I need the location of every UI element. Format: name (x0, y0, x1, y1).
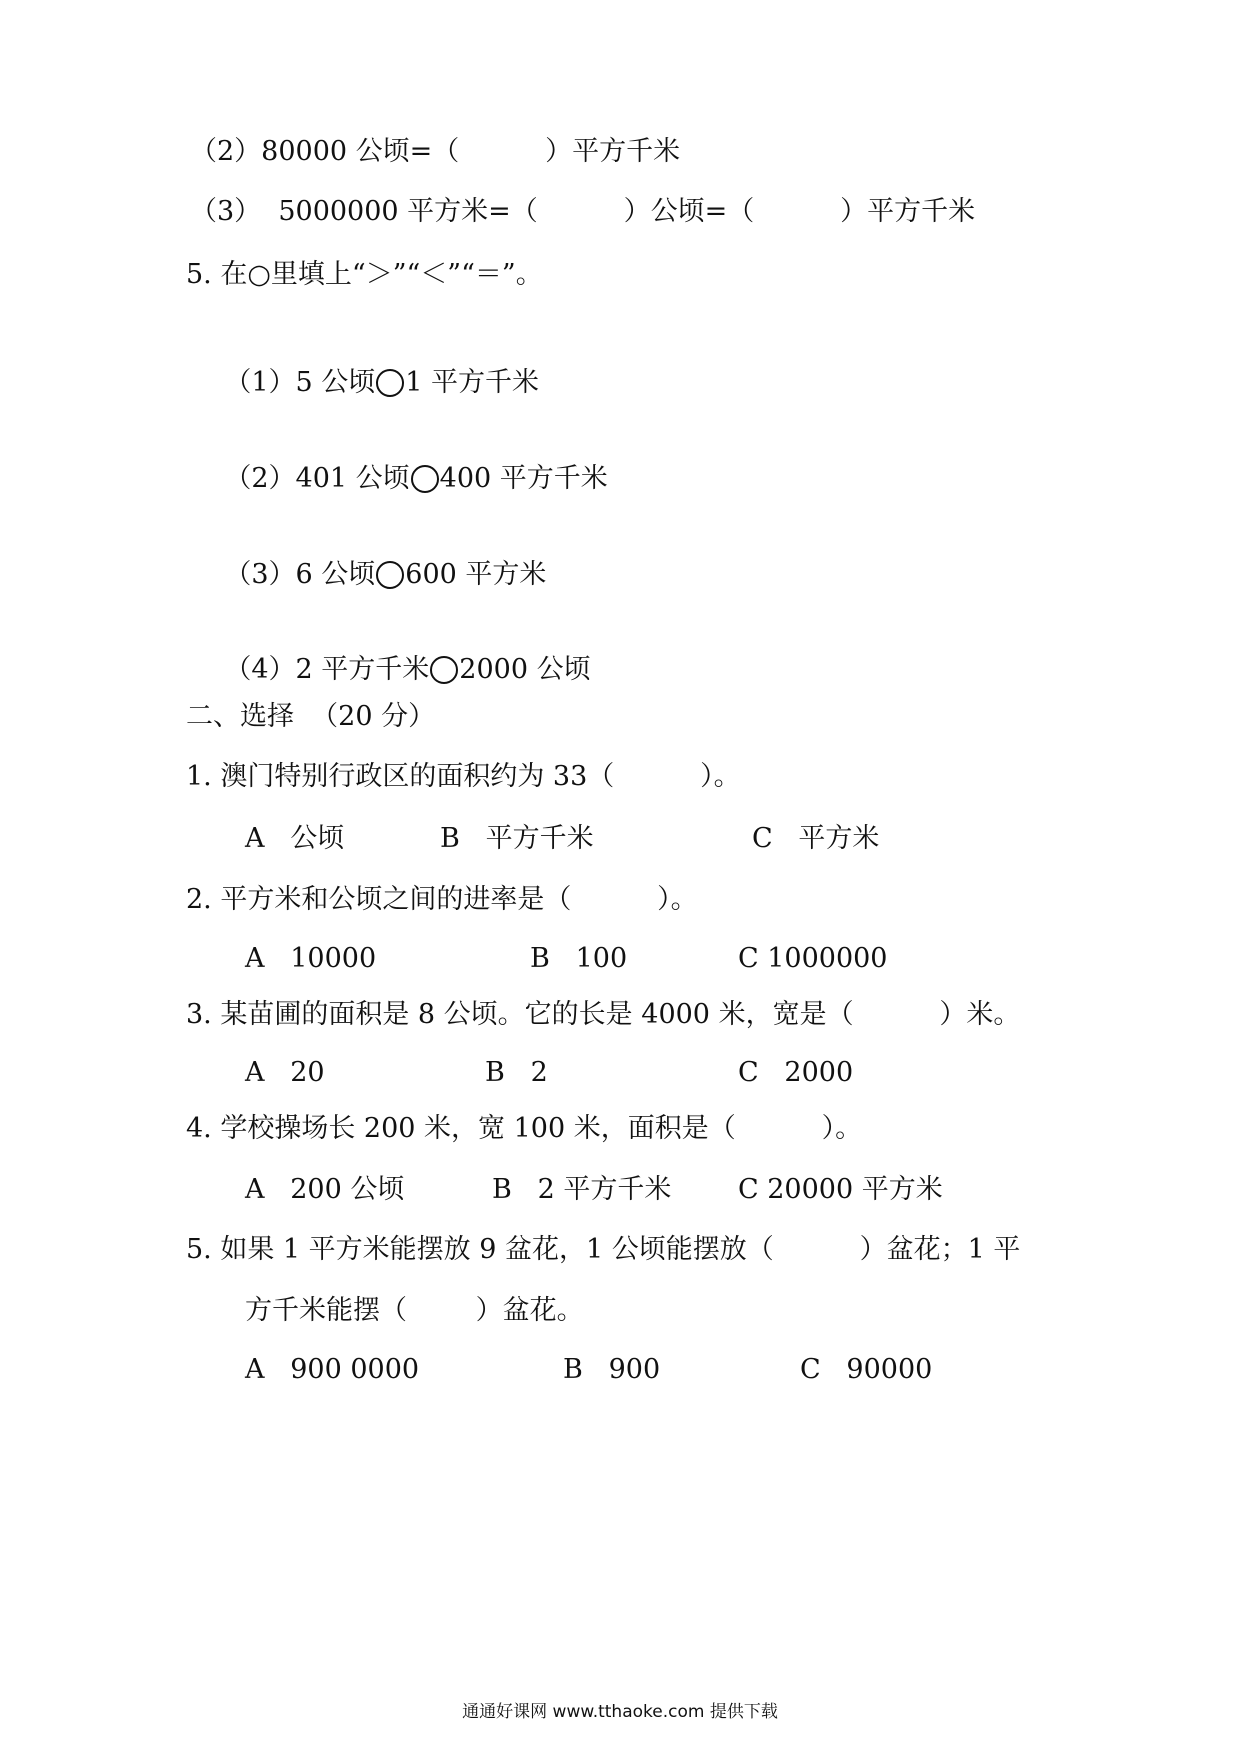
option-c: C 1000000 (738, 943, 888, 974)
compare-circle-blank (430, 656, 458, 684)
option-b: B 100 (530, 943, 628, 974)
question-stem: 3. 某苗圃的面积是 8 公顷。它的长是 4000 米，宽是（ ）米。 (186, 999, 1021, 1030)
option-c: C 20000 平方米 (738, 1174, 943, 1205)
compare-circle-blank (411, 465, 439, 493)
fill-question-2: （2）80000 公顷=（ ）平方千米 (190, 136, 681, 167)
option-a: A 20 (245, 1057, 325, 1088)
question-stem-continued: 方千米能摆（ ）盆花。 (245, 1295, 584, 1326)
compare-circle-blank (376, 561, 404, 589)
fill-question-3: （3） 5000000 平方米=（ ）公顷=（ ）平方千米 (190, 196, 976, 227)
page-footer: 通通好课网 www.tthaoke.com 提供下载 (462, 1702, 778, 1722)
compare-title: 5. 在○里填上“＞”“＜”“＝”。 (186, 259, 543, 290)
option-c: C 平方米 (752, 823, 880, 854)
question-stem: 2. 平方米和公顷之间的进率是（ ）。 (186, 884, 698, 915)
section-heading: 二、选择 （20 分） (186, 701, 436, 732)
compare-item (190, 428, 608, 530)
compare-right: 600 平方米 (405, 559, 547, 590)
compare-left: （1）5 公顷 (224, 367, 376, 398)
compare-circle-blank (376, 369, 404, 397)
option-a: A 10000 (245, 943, 377, 974)
option-c: C 2000 (738, 1057, 854, 1088)
compare-item (190, 332, 539, 434)
option-a: A 200 公顷 (245, 1174, 405, 1205)
compare-left: （2）401 公顷 (224, 463, 410, 494)
option-a: A 900 0000 (245, 1354, 420, 1385)
compare-left: （4）2 平方千米 (224, 654, 430, 685)
compare-left: （3）6 公顷 (224, 559, 376, 590)
option-b: B 900 (563, 1354, 661, 1385)
question-stem: 5. 如果 1 平方米能摆放 9 盆花，1 公顷能摆放（ ）盆花；1 平 (186, 1234, 1021, 1265)
question-stem: 4. 学校操场长 200 米，宽 100 米，面积是（ ）。 (186, 1113, 863, 1144)
compare-item (190, 524, 546, 626)
option-b: B 2 平方千米 (492, 1174, 672, 1205)
option-b: B 平方千米 (440, 823, 594, 854)
compare-right: 1 平方千米 (405, 367, 540, 398)
compare-right: 400 平方千米 (439, 463, 608, 494)
option-c: C 90000 (800, 1354, 933, 1385)
option-a: A 公顷 (245, 823, 345, 854)
question-stem: 1. 澳门特别行政区的面积约为 33（ ）。 (186, 761, 741, 792)
option-b: B 2 (485, 1057, 548, 1088)
compare-right: 2000 公顷 (459, 654, 591, 685)
